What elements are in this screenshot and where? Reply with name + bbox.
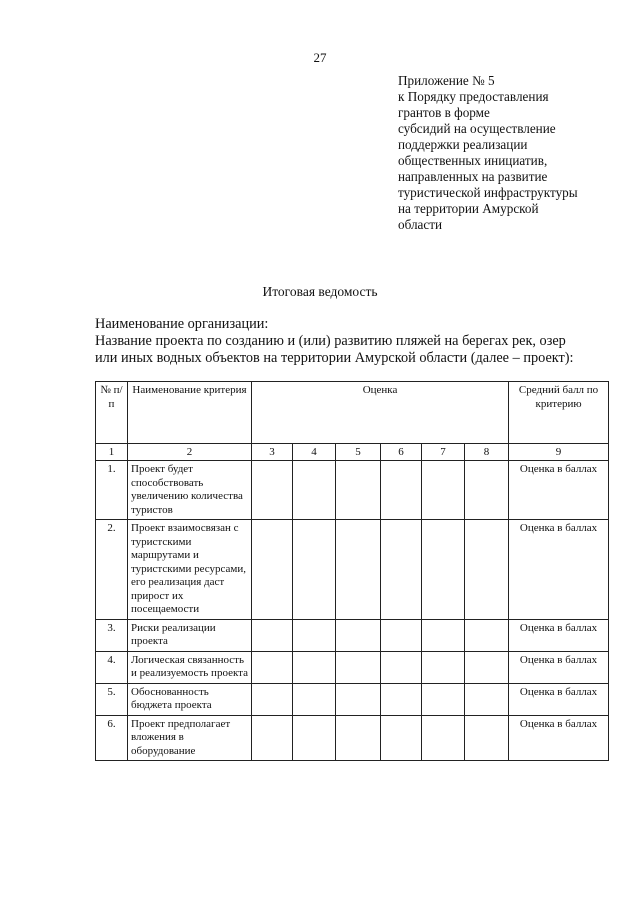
row-score: Оценка в баллах [509, 619, 609, 651]
rating-cell[interactable] [252, 683, 293, 715]
row-criterion: Риски реализации проекта [128, 619, 252, 651]
rating-cell[interactable] [422, 520, 465, 620]
table-row [96, 520, 609, 620]
rating-cell[interactable] [252, 461, 293, 520]
appendix-line: к Порядку предоставления [398, 89, 549, 104]
row-num: 2. [96, 520, 128, 620]
rating-cell[interactable] [465, 715, 509, 761]
rating-cell[interactable] [336, 715, 381, 761]
rating-cell[interactable] [293, 619, 336, 651]
page-number: 27 [313, 50, 327, 65]
rating-cell[interactable] [381, 651, 422, 683]
project-line: или иных водных объектов на территории Амурской области (далее – проект): [95, 350, 574, 366]
rating-cell[interactable] [336, 520, 381, 620]
column-number: 7 [422, 444, 465, 461]
appendix-line: направленных на развитие [398, 169, 548, 184]
rating-cell[interactable] [336, 683, 381, 715]
rating-cell[interactable] [381, 683, 422, 715]
rating-cell[interactable] [422, 619, 465, 651]
rating-cell[interactable] [422, 715, 465, 761]
table-header-row [96, 382, 609, 444]
rating-cell[interactable] [422, 651, 465, 683]
row-criterion: Проект взаимосвязан с туристскими маршрутами и туристскими ресурсами, его реализация даст прирост их посещаемости [128, 520, 252, 620]
column-number: 5 [336, 444, 381, 461]
column-number-row [96, 444, 609, 461]
appendix-line: общественных инициатив, [398, 153, 548, 168]
table-row [96, 619, 609, 651]
rating-cell[interactable] [465, 619, 509, 651]
rating-cell[interactable] [252, 520, 293, 620]
rating-cell[interactable] [465, 651, 509, 683]
document-title: Итоговая ведомость [262, 284, 378, 299]
table-row [96, 461, 609, 520]
rating-cell[interactable] [465, 461, 509, 520]
header-rating: Оценка [252, 382, 509, 444]
organization-label: Наименование организации: [95, 316, 269, 332]
rating-cell[interactable] [293, 715, 336, 761]
row-num: 1. [96, 461, 128, 520]
row-num: 4. [96, 651, 128, 683]
appendix-line: туристической инфраструктуры [398, 185, 578, 200]
rating-cell[interactable] [293, 683, 336, 715]
appendix-line: Приложение № 5 [398, 73, 495, 88]
project-line: Название проекта по созданию и (или) развитию пляжей на берегах рек, озер [95, 333, 566, 349]
appendix-line: субсидий на осуществление [398, 121, 556, 136]
column-number: 8 [465, 444, 509, 461]
row-criterion: Логическая связанность и реализуемость проекта [128, 651, 252, 683]
header-num: № п/п [96, 382, 128, 444]
row-score: Оценка в баллах [509, 683, 609, 715]
column-number: 6 [381, 444, 422, 461]
row-criterion: Проект предполагает вложения в оборудование [128, 715, 252, 761]
row-num: 3. [96, 619, 128, 651]
row-num: 5. [96, 683, 128, 715]
rating-cell[interactable] [252, 651, 293, 683]
table-row [96, 715, 609, 761]
column-number: 4 [293, 444, 336, 461]
rating-cell[interactable] [381, 520, 422, 620]
table-row [96, 651, 609, 683]
rating-cell[interactable] [336, 619, 381, 651]
criteria-table [95, 381, 609, 761]
appendix-line: грантов в форме [398, 105, 490, 120]
column-number: 9 [509, 444, 609, 461]
column-number: 3 [252, 444, 293, 461]
row-score: Оценка в баллах [509, 520, 609, 620]
column-number: 1 [96, 444, 128, 461]
rating-cell[interactable] [252, 715, 293, 761]
table-row [96, 683, 609, 715]
rating-cell[interactable] [465, 683, 509, 715]
appendix-line: области [398, 217, 443, 232]
header-criterion: Наименование критерия [128, 382, 252, 444]
appendix-header [398, 73, 578, 233]
row-num: 6. [96, 715, 128, 761]
rating-cell[interactable] [381, 715, 422, 761]
rating-cell[interactable] [465, 520, 509, 620]
rating-cell[interactable] [381, 461, 422, 520]
rating-cell[interactable] [293, 461, 336, 520]
column-number: 2 [128, 444, 252, 461]
row-criterion: Обоснованность бюджета проекта [128, 683, 252, 715]
row-criterion: Проект будет способствовать увеличению количества туристов [128, 461, 252, 520]
row-score: Оценка в баллах [509, 651, 609, 683]
rating-cell[interactable] [422, 683, 465, 715]
appendix-line: поддержки реализации [398, 137, 528, 152]
row-score: Оценка в баллах [509, 461, 609, 520]
rating-cell[interactable] [422, 461, 465, 520]
rating-cell[interactable] [336, 461, 381, 520]
rating-cell[interactable] [336, 651, 381, 683]
rating-cell[interactable] [381, 619, 422, 651]
rating-cell[interactable] [293, 520, 336, 620]
appendix-line: на территории Амурской [398, 201, 539, 216]
rating-cell[interactable] [252, 619, 293, 651]
rating-cell[interactable] [293, 651, 336, 683]
header-average: Средний балл по критерию [509, 382, 609, 444]
row-score: Оценка в баллах [509, 715, 609, 761]
project-name-label [95, 333, 615, 367]
